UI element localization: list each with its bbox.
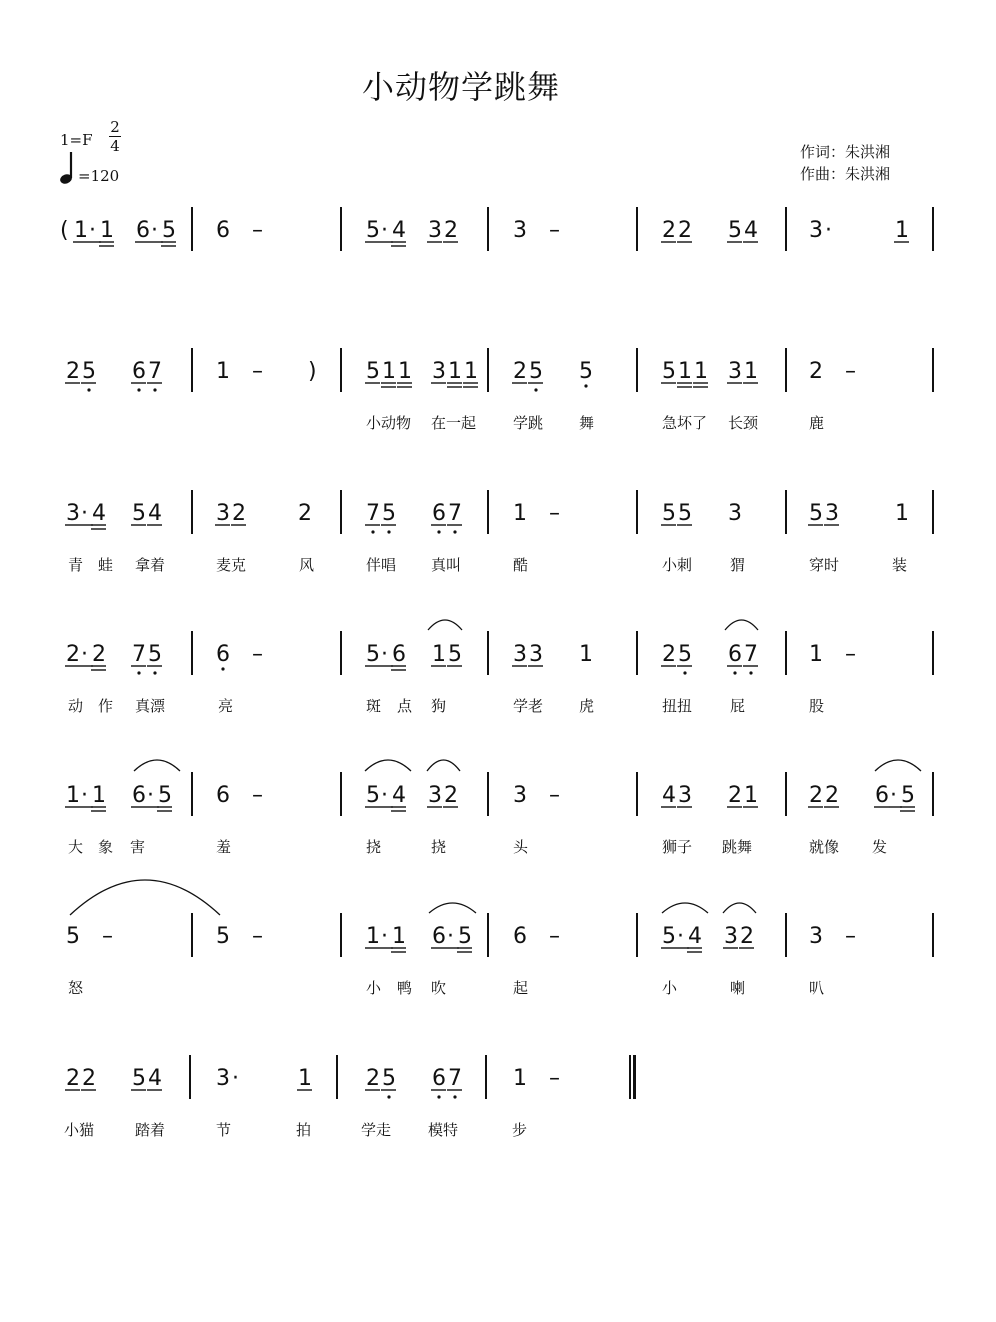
augmentation-dot: · [890, 783, 897, 808]
lyric-syllable: 发 [872, 838, 888, 856]
note: 1 [448, 359, 462, 384]
augmentation-dot: · [447, 924, 454, 949]
augmentation-dot: · [232, 1066, 239, 1091]
slur [662, 903, 708, 913]
dash-note: – [252, 924, 263, 949]
lyric-syllable: 害 [130, 838, 146, 856]
augmentation-dot: · [825, 218, 832, 243]
note: 3 [809, 924, 823, 949]
note: 1 [744, 359, 758, 384]
note: 2 [728, 783, 742, 808]
lyric-syllable: 拿着 [135, 556, 166, 574]
note: 1 [513, 501, 527, 526]
lyric-syllable: 麦克 [216, 556, 247, 574]
note: 5 [728, 218, 742, 243]
note: 1 [895, 501, 909, 526]
note: 5 [132, 501, 146, 526]
note: 6 [216, 783, 230, 808]
note: 2 [678, 218, 692, 243]
lyric-syllable: 节 [216, 1121, 232, 1139]
lyric-syllable: 伴唱 [366, 556, 397, 574]
lyric-syllable: 就像 [809, 838, 840, 856]
note: 7 [132, 642, 146, 667]
note: 3 [432, 359, 446, 384]
lyric-syllable: 小刺 [662, 556, 693, 574]
note: 4 [744, 218, 758, 243]
note: 7 [448, 501, 462, 526]
lyric-syllable: 酷 [513, 556, 529, 574]
lyric-syllable: 穿时 [809, 556, 840, 574]
note: 1 [895, 218, 909, 243]
note: 6 [132, 783, 146, 808]
lower-octave-dot [534, 388, 537, 391]
lyric-syllable: 起 [513, 979, 529, 997]
song-title: 小动物学跳舞 [362, 68, 561, 106]
lyric-syllable: 屁 [730, 697, 746, 715]
slur [134, 760, 180, 771]
note: 2 [662, 642, 676, 667]
lyric-syllable: 吹 [431, 979, 447, 997]
lyric-syllable: 叭 [809, 979, 825, 997]
lyric-syllable: 头 [513, 838, 529, 856]
note: 1 [366, 924, 380, 949]
lyric-syllable: 动 [68, 697, 84, 715]
slur [875, 760, 921, 771]
note: 3 [66, 501, 80, 526]
note: 6 [216, 642, 230, 667]
augmentation-dot: · [381, 783, 388, 808]
slur [725, 620, 758, 630]
lower-octave-dot [683, 671, 686, 674]
note: 4 [392, 218, 406, 243]
note: 5 [529, 359, 543, 384]
lyric-syllable: 大 [68, 838, 84, 856]
note: 7 [744, 642, 758, 667]
lyric-syllable: 小 [366, 979, 382, 997]
lyric-syllable: 鸭 [397, 979, 413, 997]
note: 5 [366, 642, 380, 667]
time-signature-top: 2 [110, 118, 120, 136]
lyric-syllable: 模特 [428, 1121, 459, 1139]
note: 5 [662, 501, 676, 526]
note: 4 [148, 501, 162, 526]
note: 7 [366, 501, 380, 526]
slur [70, 880, 220, 915]
lyric-syllable: 挠 [431, 838, 447, 856]
lower-octave-dot [387, 530, 390, 533]
note: 1 [398, 359, 412, 384]
key-signature: 1=F [60, 131, 93, 149]
lyric-syllable: 学跳 [513, 414, 544, 432]
lyric-syllable: 点 [397, 697, 413, 715]
slur [427, 760, 460, 771]
note: 5 [132, 1066, 146, 1091]
note: 5 [809, 501, 823, 526]
lyric-syllable: 在一起 [431, 414, 477, 432]
lyric-syllable: 斑 [366, 697, 382, 715]
note: 5 [448, 642, 462, 667]
lyric-syllable: 羞 [216, 838, 232, 856]
note: 5 [382, 1066, 396, 1091]
note: 1 [100, 218, 114, 243]
note: 2 [82, 1066, 96, 1091]
dash-note: – [845, 924, 856, 949]
lyric-syllable: 小猫 [64, 1121, 95, 1139]
note: 3 [825, 501, 839, 526]
note: 2 [513, 359, 527, 384]
lyric-syllable: 蛙 [98, 556, 114, 574]
note: 6 [216, 218, 230, 243]
lower-octave-dot [749, 671, 752, 674]
note: 2 [444, 783, 458, 808]
lower-octave-dot [371, 530, 374, 533]
note: 3 [428, 218, 442, 243]
lyric-syllable: 踏着 [135, 1121, 166, 1139]
dash-note: – [549, 924, 560, 949]
lower-octave-dot [153, 671, 156, 674]
note: 1 [464, 359, 478, 384]
note: 6 [875, 783, 889, 808]
note: 1 [92, 783, 106, 808]
lower-octave-dot [221, 667, 224, 670]
dash-note: – [845, 359, 856, 384]
note: 2 [66, 359, 80, 384]
lower-octave-dot [153, 388, 156, 391]
note: 1 [678, 359, 692, 384]
note: 3 [428, 783, 442, 808]
note: 5 [458, 924, 472, 949]
note: 5 [162, 218, 176, 243]
lyric-syllable: 狮子 [662, 838, 693, 856]
note: 2 [92, 642, 106, 667]
note: 1 [744, 783, 758, 808]
note: 7 [448, 1066, 462, 1091]
note: 5 [366, 218, 380, 243]
slur [365, 760, 411, 771]
note: 4 [92, 501, 106, 526]
note: 5 [216, 924, 230, 949]
time-signature-bottom: 4 [110, 137, 120, 155]
lyric-syllable: 跳舞 [722, 838, 753, 856]
note: 5 [366, 783, 380, 808]
note: 3 [216, 501, 230, 526]
slur [723, 903, 756, 913]
lyric-syllable: 虎 [579, 697, 595, 715]
lower-octave-dot [584, 384, 587, 387]
note: 5 [662, 924, 676, 949]
lyric-syllable: 鹿 [809, 414, 825, 432]
lyric-syllable: 急坏了 [662, 414, 708, 432]
note: 3 [728, 359, 742, 384]
dash-note: – [252, 218, 263, 243]
note: 2 [809, 783, 823, 808]
lyric-syllable: 作 [98, 697, 114, 715]
lyricist-credit: 作词：朱洪湘 [800, 143, 891, 161]
lyric-syllable: 小 [662, 979, 678, 997]
note: 2 [366, 1066, 380, 1091]
note: 1 [66, 783, 80, 808]
lower-octave-dot [87, 388, 90, 391]
slur [428, 620, 462, 630]
note: 5 [901, 783, 915, 808]
note: 6 [432, 924, 446, 949]
note: 5 [82, 359, 96, 384]
note: 5 [678, 642, 692, 667]
augmentation-dot: · [81, 783, 88, 808]
lyric-syllable: 小动物 [366, 414, 412, 432]
augmentation-dot: · [381, 218, 388, 243]
note: 2 [740, 924, 754, 949]
lyric-syllable: 装 [892, 556, 908, 574]
lyric-syllable: 象 [98, 838, 114, 856]
slur [429, 903, 476, 913]
note: 4 [148, 1066, 162, 1091]
dash-note: – [252, 359, 263, 384]
note: 3 [728, 501, 742, 526]
note: 5 [579, 359, 593, 384]
lyric-syllable: 挠 [366, 838, 382, 856]
note: 5 [366, 359, 380, 384]
note: 5 [678, 501, 692, 526]
note: 6 [728, 642, 742, 667]
note: 6 [132, 359, 146, 384]
dash-note: – [549, 1066, 560, 1091]
lyric-syllable: 真叫 [431, 556, 462, 574]
note: 1 [216, 359, 230, 384]
note: 6 [136, 218, 150, 243]
note: 1 [809, 642, 823, 667]
note: 3 [513, 218, 527, 243]
note: 6 [513, 924, 527, 949]
note: ) [308, 359, 317, 384]
note: 2 [444, 218, 458, 243]
note: 4 [688, 924, 702, 949]
lyric-syllable: 猬 [730, 556, 746, 574]
lyric-syllable: 狗 [431, 697, 447, 715]
lower-octave-dot [137, 388, 140, 391]
note: 3 [216, 1066, 230, 1091]
lyric-syllable: 学走 [361, 1121, 392, 1139]
note: 2 [662, 218, 676, 243]
lower-octave-dot [387, 1095, 390, 1098]
note: 3 [513, 783, 527, 808]
note: ( [60, 218, 69, 243]
augmentation-dot: · [151, 218, 158, 243]
note: 2 [232, 501, 246, 526]
note: 1 [432, 642, 446, 667]
lower-octave-dot [437, 1095, 440, 1098]
note: 7 [148, 359, 162, 384]
note: 1 [74, 218, 88, 243]
note: 5 [66, 924, 80, 949]
dash-note: – [549, 218, 560, 243]
note: 1 [694, 359, 708, 384]
augmentation-dot: · [381, 642, 388, 667]
dash-note: – [845, 642, 856, 667]
lower-octave-dot [137, 671, 140, 674]
note: 6 [392, 642, 406, 667]
lower-octave-dot [733, 671, 736, 674]
note: 2 [825, 783, 839, 808]
lyric-syllable: 扭扭 [662, 697, 693, 715]
composer-credit: 作曲：朱洪湘 [800, 165, 891, 183]
note: 4 [662, 783, 676, 808]
dash-note: – [252, 642, 263, 667]
note: 5 [158, 783, 172, 808]
note: 4 [392, 783, 406, 808]
note: 1 [382, 359, 396, 384]
note: 2 [298, 501, 312, 526]
dash-note: – [102, 924, 113, 949]
augmentation-dot: · [677, 924, 684, 949]
note: 1 [392, 924, 406, 949]
note: 6 [432, 1066, 446, 1091]
lyric-syllable: 青 [68, 556, 84, 574]
lyric-syllable: 真漂 [135, 697, 166, 715]
note: 1 [513, 1066, 527, 1091]
dash-note: – [549, 783, 560, 808]
dash-note: – [549, 501, 560, 526]
lyric-syllable: 学老 [513, 697, 544, 715]
note: 2 [66, 642, 80, 667]
lower-octave-dot [453, 530, 456, 533]
augmentation-dot: · [381, 924, 388, 949]
note: 3 [809, 218, 823, 243]
lyric-syllable: 拍 [296, 1121, 312, 1139]
note: 2 [66, 1066, 80, 1091]
note: 3 [529, 642, 543, 667]
lower-octave-dot [437, 530, 440, 533]
note: 2 [809, 359, 823, 384]
lyric-syllable: 怒 [68, 979, 84, 997]
note: 5 [148, 642, 162, 667]
note: 5 [382, 501, 396, 526]
note: 1 [298, 1066, 312, 1091]
lyric-syllable: 股 [809, 697, 825, 715]
augmentation-dot: · [81, 501, 88, 526]
lower-octave-dot [453, 1095, 456, 1098]
lyric-syllable: 步 [512, 1121, 528, 1139]
note: 5 [662, 359, 676, 384]
augmentation-dot: · [89, 218, 96, 243]
tempo-marking: =120 [78, 167, 120, 185]
lyric-syllable: 喇 [730, 979, 746, 997]
note: 1 [579, 642, 593, 667]
augmentation-dot: · [147, 783, 154, 808]
lyric-syllable: 舞 [579, 414, 595, 432]
note: 3 [678, 783, 692, 808]
note: 3 [513, 642, 527, 667]
lyric-syllable: 风 [299, 556, 315, 574]
lyric-syllable: 亮 [218, 697, 234, 715]
lyric-syllable: 长颈 [728, 414, 759, 432]
note: 3 [724, 924, 738, 949]
note: 6 [432, 501, 446, 526]
dash-note: – [252, 783, 263, 808]
augmentation-dot: · [81, 642, 88, 667]
